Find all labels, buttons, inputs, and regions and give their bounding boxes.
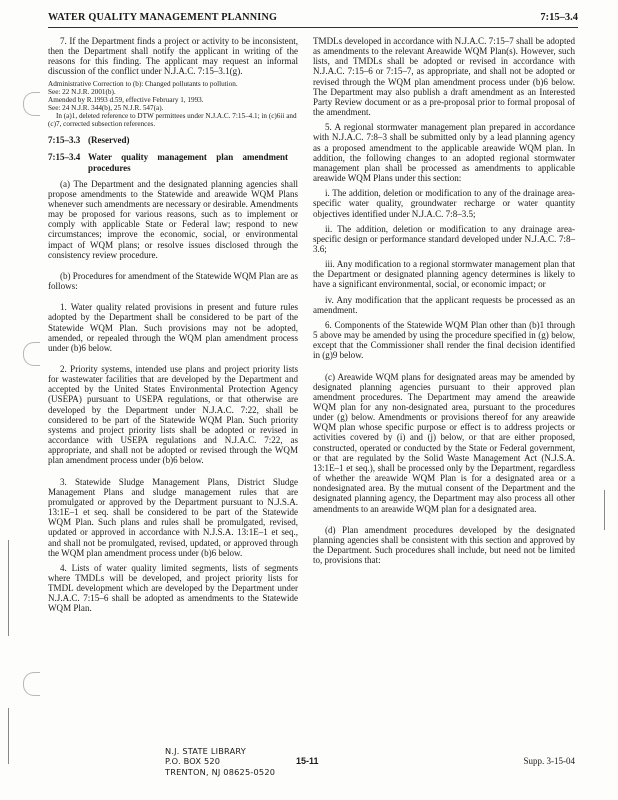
paragraph-b1: 1. Water quality related provisions in present and future rules adopted by the Department shall be considered to be part of the Statewide WQM Plan. Such provisions may not be adopted, amended, or repealed through the WQM plan amendment process under (b)6 below. xyxy=(48,302,298,353)
library-stamp xyxy=(165,746,275,777)
stamp-line: TRENTON, NJ 08625-0520 xyxy=(165,766,276,777)
section-heading-3-4 xyxy=(48,152,298,172)
history-note: See: 24 N.J.R. 344(b), 25 N.J.R. 547(a). xyxy=(48,103,164,112)
paragraph-b5-ii: ii. The addition, deletion or modification to any drainage area-specific design or performance standard developed under N.J.A.C. 7:8–3.6; xyxy=(313,223,575,254)
paragraph-b: (b) Procedures for amendment of the Statewide WQM Plan are as follows: xyxy=(48,270,298,292)
change-bar xyxy=(604,490,605,530)
section-title: Water quality management plan amendment procedures xyxy=(88,152,288,173)
stamp-line: P.O. BOX 520 xyxy=(165,756,221,767)
binder-hole-mark xyxy=(23,672,40,696)
running-header xyxy=(48,6,578,28)
page-number: 15-11 xyxy=(296,756,319,766)
history-note: In (a)1, deleted reference to DTW permittees under N.J.A.C. 7:15–4.1; in (c)6ii and (c)7, corrected subsection references. xyxy=(48,112,297,129)
header-rule xyxy=(48,27,578,28)
left-column xyxy=(48,36,298,619)
paragraph-a: (a) The Department and the designated planning agencies shall propose amendments to the Statewide and areawide WQM Plans whenever such amendments are necessary or desirable. Amendments may be proposed for various reasons, such as to implement or comply with applicable State or Federal law; respond to new circumstances; improve the economic, social, or environmental impact of WQM plans; or resolve issues disclosed through the consistency review procedure. xyxy=(48,178,298,260)
history-notes xyxy=(48,80,298,129)
paragraph-b4: 4. Lists of water quality limited segments, lists of segments where TMDLs will be developed, and project priority lists for TMDL development which are developed by the Department under N.J.A.C. 7:15–6 shall be adopted as amendments to the Statewide WQM Plan. xyxy=(48,562,298,614)
section-number: 7:15–3.4 xyxy=(48,152,81,163)
header-section-number: 7:15–3.4 xyxy=(540,12,578,23)
supplement-date: Supp. 3-15-04 xyxy=(523,756,575,766)
paragraph-b5-iv: iv. Any modification that the applicant requests be processed as an amendment. xyxy=(313,294,575,315)
paragraph-b6: 6. Components of the Statewide WQM Plan other than (b)1 through 5 above may be amended by using the procedure specified in (g) below, except that the Commissioner shall render the final decision identified in (g)9 below. xyxy=(313,319,575,361)
paragraph-b2: 2. Priority systems, intended use plans and project priority lists for wastewater facilities that are developed by the Department and accepted by the United States Environmental Protection Agency (USEPA) pursuant to USEPA regulations, or that otherwise are developed by the Department under N.J.A.C. 7:22, shall be considered to be part of the Statewide WQM Plan. Such priority systems and project priority lists shall be adopted or revised in accordance with USEPA regulations and N.J.A.C. 7:22, as appropriate, and shall not be adopted or revised through the WQM plan amendment process under (b)6 below. xyxy=(48,364,298,466)
paragraph-a7: 7. If the Department finds a project or activity to be inconsistent, then the Department shall notify the applicant in writing of the reasons for this finding. The applicant may request an informal discussion of the conflict under N.J.A.C. 7:15–3.1(g). xyxy=(48,36,298,77)
binder-hole-mark xyxy=(23,342,40,366)
section-number: 7:15–3.3 xyxy=(48,135,81,146)
stamp-line: N.J. STATE LIBRARY xyxy=(165,746,246,756)
section-heading-3-3 xyxy=(48,135,298,145)
paragraph-b4-continued: TMDLs developed in accordance with N.J.A.C. 7:15–7 shall be adopted as amendments to the relevant Areawide WQM Plan(s). However, such lists, and TMDLs shall be adopted or revised in accordance with N.J.A.C. 7:15–6 or 7:15–7, as appropriate, and shall not be adopted or revised through the WQM plan amendment process under (b)6 below. The Department may also publish a draft amendment as an Interested Party Review document or as a pre-proposal prior to formal proposal of the amendment. xyxy=(313,36,575,118)
change-bar xyxy=(8,708,9,764)
history-note: See: 22 N.J.R. 2001(b). xyxy=(48,87,116,96)
binder-hole-mark xyxy=(23,92,40,116)
section-title: (Reserved) xyxy=(88,135,130,146)
right-column xyxy=(313,36,575,570)
history-note: Administrative Correction to (b): Changed pollutants to pollution. xyxy=(48,79,238,88)
paragraph-b5-i: i. The addition, deletion or modification to any of the drainage area-specific water quality, groundwater recharge or water quantity objectives identified under N.J.A.C. 7:8–3.5; xyxy=(313,188,575,219)
paragraph-b3: 3. Statewide Sludge Management Plans, District Sludge Management Plans and sludge management rules that are promulgated or approved by the Department pursuant to N.J.S.A. 13:1E–1 et seq. shall be considered to be part of the Statewide WQM Plan. Such plans and rules shall be promulgated, revised, updated or approved in accordance with N.J.S.A. 13:1E–1 et seq., and shall not be promulgated, revised, updated, or approved through the WQM plan amendment process under (b)6 below. xyxy=(48,476,298,558)
change-bar xyxy=(8,540,9,636)
history-note: Amended by R.1993 d.59, effective February 1, 1993. xyxy=(48,95,204,104)
paragraph-c: (c) Areawide WQM plans for designated areas may be amended by designated planning agencies pursuant to their approved plan amendment procedures. The Department may amend the areawide WQM plan for any non-designated area, pursuant to the procedures under (g) below. Amendments or provisions thereof for any areawide WQM plan whose specific purpose or effect is to address projects or activities covered by (i) and (j) below, or that are either proposed, constructed, operated or conducted by the State or Federal government, or that are regulated by the Solid Waste Management Act (N.J.S.A. 13:1E–1 et seq.), shall be processed only by the Department, regardless of whether the areawide WQM Plan is for a designated area or a nondesignated area. By the mutual consent of the Department and the designated planning agency, the Department may also process all other amendments to an areawide WQM plan for a designated area. xyxy=(313,371,575,514)
header-title: WATER QUALITY MANAGEMENT PLANNING xyxy=(48,12,278,23)
paragraph-b5-iii: iii. Any modification to a regional stormwater management plan that the Department or designated planning agency determines is likely to have a significant environmental, social, or economic impact; or xyxy=(313,259,575,290)
paragraph-d: (d) Plan amendment procedures developed by the designated planning agencies shall be consistent with this section and approved by the Department. Such procedures shall include, but need not be limited to, provisions that: xyxy=(313,524,575,566)
paragraph-b5: 5. A regional stormwater management plan prepared in accordance with N.J.A.C. 7:8–3 shall be submitted only by a lead planning agency as a proposed amendment to the applicable areawide WQM plan. In addition, the following changes to an adopted regional stormwater management plan shall be processed as amendments to applicable areawide WQM Plans under this section: xyxy=(313,122,575,184)
